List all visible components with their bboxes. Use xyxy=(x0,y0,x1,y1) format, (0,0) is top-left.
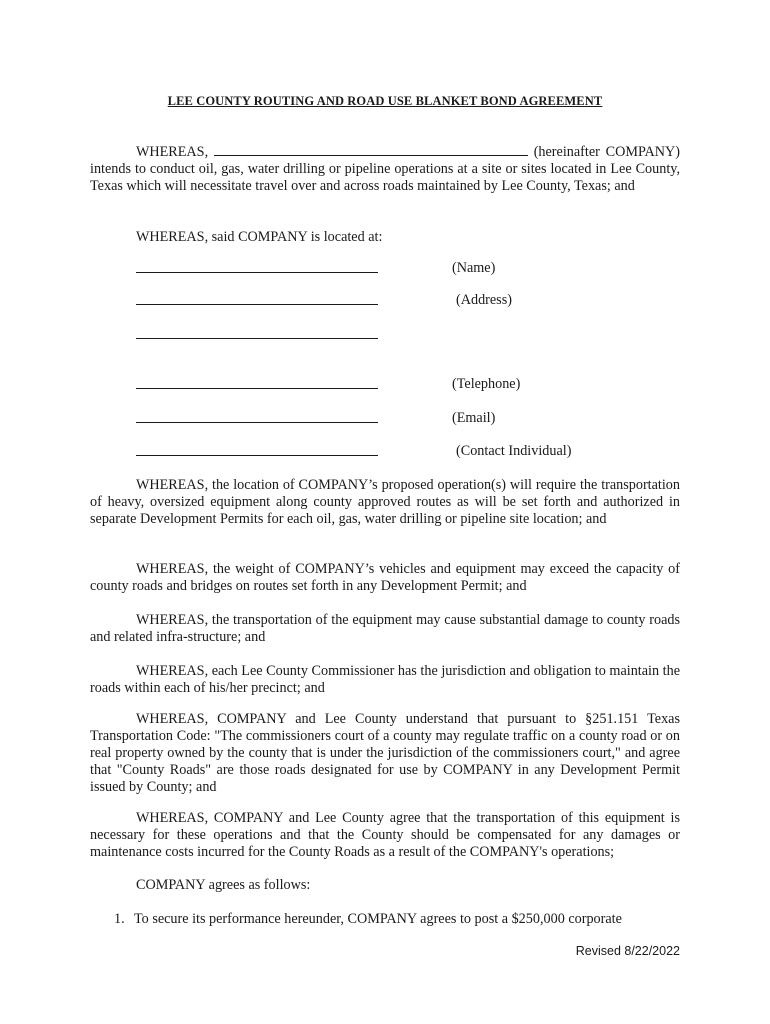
company-name-blank[interactable] xyxy=(214,143,528,156)
contact-individual-blank[interactable] xyxy=(136,443,378,456)
whereas-company-suffix: (hereinafter COMPANY) intends to conduct oil, gas, water drilling or pipeline operations at a site or sites located in Lee County, Texas which will necessitate travel over and across roads maintained by Lee County, Texas; and xyxy=(90,144,680,194)
whereas-weight-paragraph: WHEREAS, the weight of COMPANY’s vehicles and equipment may exceed the capacity of county roads and bridges on routes set forth in any Development Permit; and xyxy=(90,561,680,594)
field-label-contact: (Contact Individual) xyxy=(456,443,572,459)
company-agrees-paragraph: COMPANY agrees as follows: xyxy=(136,877,311,893)
field-email xyxy=(136,410,496,428)
document-title: LEE COUNTY ROUTING AND ROAD USE BLANKET BOND AGREEMENT xyxy=(167,94,603,108)
whereas-commissioner-paragraph: WHEREAS, each Lee County Commissioner has the jurisdiction and obligation to maintain the roads within each of his/her precinct; and xyxy=(90,663,680,696)
whereas-located-paragraph: WHEREAS, said COMPANY is located at: xyxy=(136,229,383,245)
field-label-address: (Address) xyxy=(456,292,512,308)
field-name xyxy=(136,260,496,278)
whereas-company-paragraph xyxy=(90,143,680,195)
email-blank[interactable] xyxy=(136,410,378,423)
field-contact-individual xyxy=(136,443,572,461)
field-label-telephone: (Telephone) xyxy=(452,376,521,392)
address-line-2-blank[interactable] xyxy=(136,326,378,339)
whereas-prefix: WHEREAS, xyxy=(136,144,209,160)
whereas-compensation-paragraph: WHEREAS, COMPANY and Lee County agree that the transportation of this equipment is necessary for these operations and that the County should be compensated for any damages or maintenance costs incurred for the County Roads as a result of the COMPANY's operations; xyxy=(90,810,680,860)
revision-date: Revised 8/22/2022 xyxy=(575,944,680,958)
whereas-transportation-code-paragraph: WHEREAS, COMPANY and Lee County understand that pursuant to §251.151 Texas Transportation Code: "The commissioners court of a county may regulate traffic on a county road or on real property owned by the county that is under the jurisdiction of the commissioners court," and agree that "County Roads" are those roads designated for use by COMPANY in any Development Permit issued by County; and xyxy=(90,711,680,795)
field-telephone xyxy=(136,376,521,394)
field-address-line-2 xyxy=(136,326,378,344)
whereas-damage-paragraph: WHEREAS, the transportation of the equipment may cause substantial damage to county roads and related infra-structure; and xyxy=(90,612,680,645)
field-label-name: (Name) xyxy=(452,260,496,276)
telephone-blank[interactable] xyxy=(136,376,378,389)
field-address xyxy=(136,292,512,310)
numbered-item xyxy=(114,911,680,928)
item-number: 1. xyxy=(114,911,125,927)
item-text: To secure its performance hereunder, COMPANY agrees to post a $250,000 corporate xyxy=(134,911,622,927)
field-label-email: (Email) xyxy=(452,410,496,426)
address-blank[interactable] xyxy=(136,292,378,305)
name-blank[interactable] xyxy=(136,260,378,273)
whereas-location-paragraph: WHEREAS, the location of COMPANY’s proposed operation(s) will require the transportation of heavy, oversized equipment along county approved routes as will be set forth and authorized in separate Development Permits for each oil, gas, water drilling or pipeline site location; and xyxy=(90,477,680,527)
